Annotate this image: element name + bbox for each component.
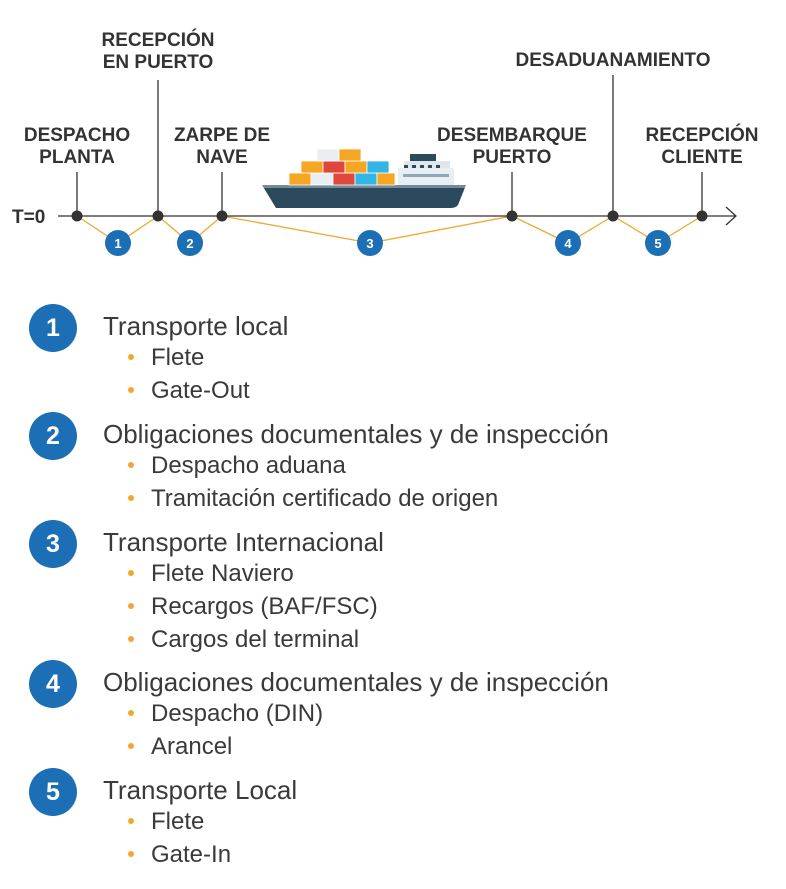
milestone-label-line: NAVE [196, 147, 248, 168]
milestone-label-line: RECEPCIÓN [645, 125, 759, 146]
stage-number: 4 [564, 236, 572, 251]
bullet-icon [128, 354, 134, 360]
step-item-text: Arancel [151, 733, 233, 760]
dot-zarpe-nave [217, 211, 228, 222]
step-item-text: Recargos (BAF/FSC) [151, 593, 378, 620]
step-item-text: Despacho aduana [151, 452, 346, 479]
stage-badge-5 [645, 230, 671, 256]
list-item [128, 451, 346, 481]
step-item-text: Despacho (DIN) [151, 700, 324, 727]
milestone-recepcion-cliente [646, 124, 759, 168]
list-item [128, 625, 359, 655]
stage-badge-1 [105, 230, 131, 256]
stage-number: 3 [366, 236, 374, 251]
list-item [128, 484, 498, 514]
list-item [128, 699, 323, 729]
milestone-label-line: EN PUERTO [102, 52, 214, 73]
step-item-text: Cargos del terminal [151, 626, 360, 653]
bullet-icon [128, 603, 134, 609]
step-1-title: Transporte local [103, 311, 289, 341]
step-4-number-badge: 4 [29, 660, 77, 708]
milestone-label-line: CLIENTE [661, 147, 743, 168]
dot-recepcion-cliente [697, 211, 708, 222]
milestone-label-line: PUERTO [472, 147, 552, 168]
list-item [128, 559, 294, 589]
milestone-recepcion-puerto [102, 29, 215, 73]
step-item-text: Gate-In [151, 841, 232, 868]
step-item-text: Flete [151, 808, 205, 835]
step-5-number-badge: 5 [29, 768, 77, 816]
step-item-text: Flete [151, 344, 205, 371]
stage-number: 2 [186, 236, 194, 251]
stage-badge-2 [177, 230, 203, 256]
milestone-despacho-planta [24, 125, 130, 168]
list-item [128, 807, 204, 837]
milestone-desembarque-puerto [437, 125, 587, 168]
step-item-text: Gate-Out [151, 377, 250, 404]
bullet-icon [128, 636, 134, 642]
bullet-icon [128, 743, 134, 749]
list-item [128, 376, 250, 406]
milestone-label-line: DESADUANAMIENTO [515, 50, 711, 71]
milestone-label-line: DESEMBARQUE [437, 125, 587, 146]
bullet-icon [128, 495, 134, 501]
list-item [128, 343, 204, 373]
dot-desaduanamiento [608, 211, 619, 222]
bullet-icon [128, 387, 134, 393]
bullet-icon [128, 851, 134, 857]
timeline-start-label: T=0 [12, 207, 46, 228]
step-3-number-badge: 3 [29, 520, 77, 568]
step-3-title: Transporte Internacional [103, 527, 384, 557]
step-2-title: Obligaciones documentales y de inspección [103, 419, 609, 449]
step-item-text: Tramitación certificado de origen [151, 485, 499, 512]
stage-number: 1 [114, 236, 122, 251]
milestone-label-line: RECEPCIÓN [101, 30, 215, 51]
stage-number: 5 [654, 236, 662, 251]
bullet-icon [128, 818, 134, 824]
step-4-title: Obligaciones documentales y de inspección [103, 667, 609, 697]
bullet-icon [128, 570, 134, 576]
milestone-label-line: PLANTA [39, 147, 115, 168]
list-item [128, 592, 378, 622]
step-2-number-badge: 2 [29, 412, 77, 460]
step-item-text: Flete Naviero [151, 560, 294, 587]
timeline-diagram [0, 0, 786, 280]
bullet-icon [128, 462, 134, 468]
milestone-label-line: ZARPE DE [173, 125, 271, 146]
stage-badge-3 [357, 230, 383, 256]
stage-badge-4 [555, 230, 581, 256]
step-5-title: Transporte Local [103, 775, 298, 805]
bullet-icon [128, 710, 134, 716]
dot-recepcion-puerto [153, 211, 164, 222]
milestone-desaduanamiento [516, 50, 711, 71]
milestone-zarpe-nave [174, 125, 270, 168]
milestone-label-line: DESPACHO [23, 125, 131, 146]
list-item [128, 840, 231, 870]
timeline-connectors [77, 216, 702, 243]
list-item [128, 732, 232, 762]
step-1-number-badge: 1 [29, 304, 77, 352]
dot-desembarque-puerto [507, 211, 518, 222]
dot-despacho-planta [72, 211, 83, 222]
container-ship-icon [262, 149, 466, 208]
